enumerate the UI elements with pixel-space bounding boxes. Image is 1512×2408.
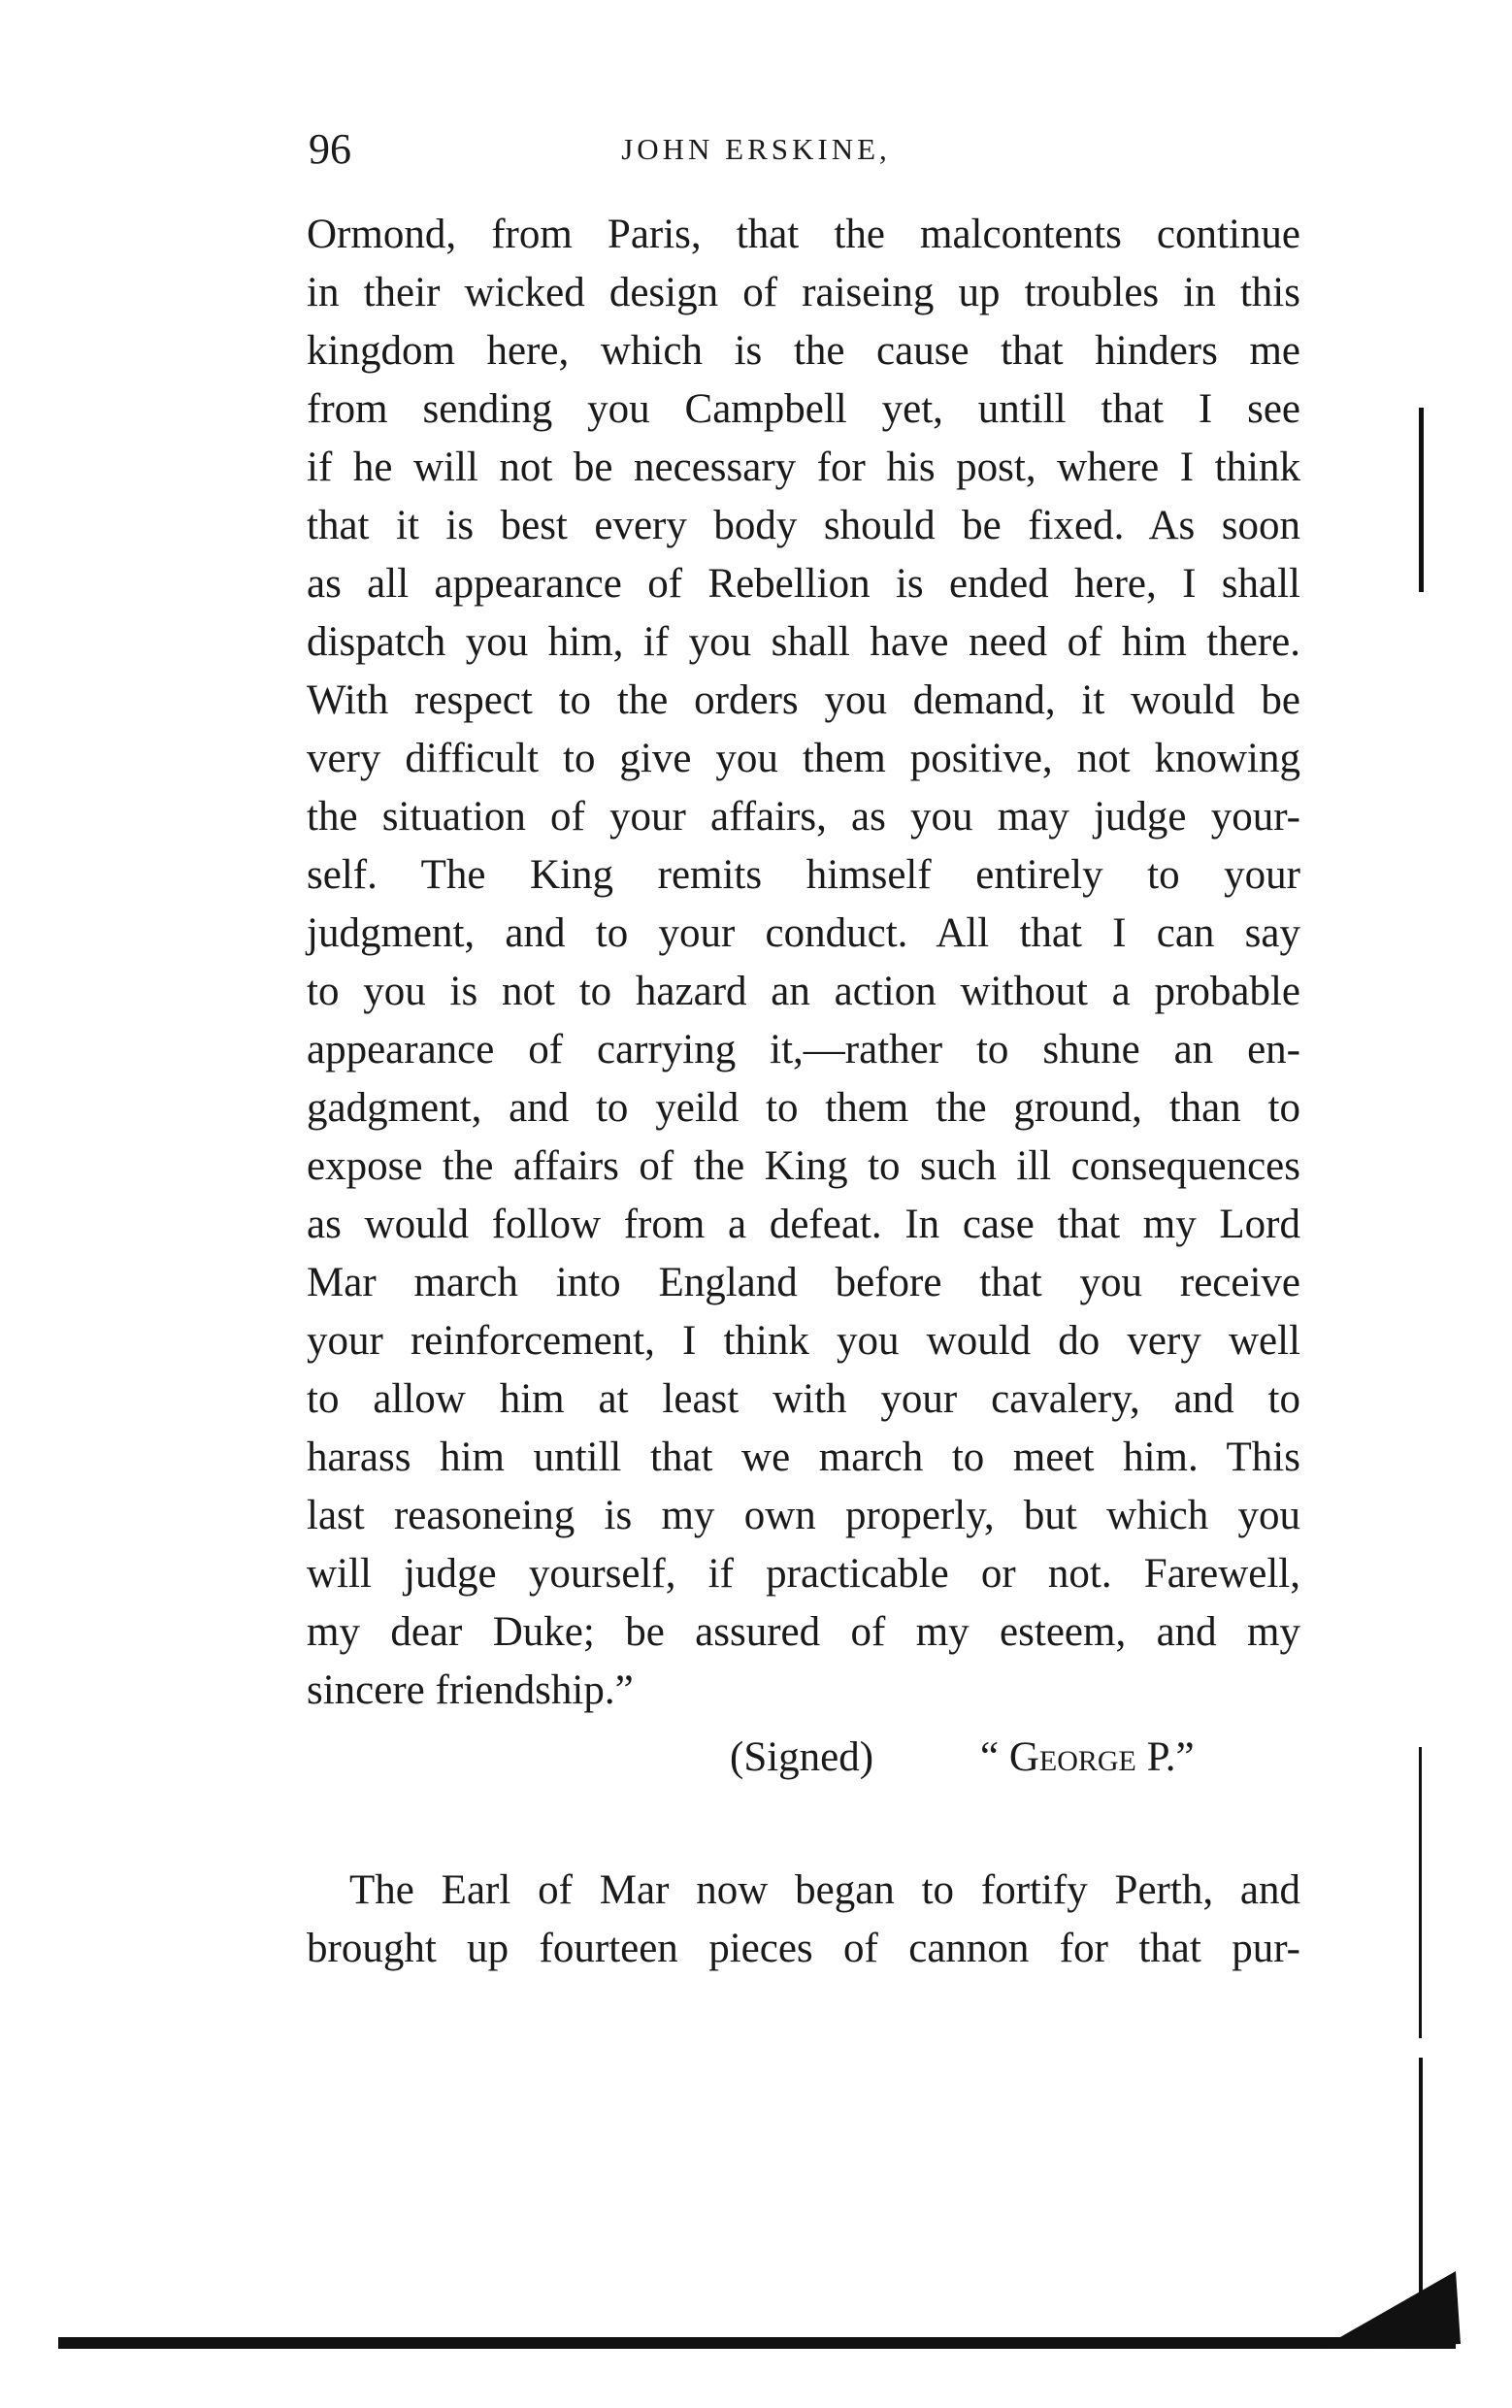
text-line: as would follow from a defeat. In case that my Lord: [307, 1202, 1300, 1247]
bottom-rule: [58, 2337, 1456, 2349]
text-line: The Earl of Mar now began to fortify Perth, and: [349, 1867, 1300, 1913]
text-line: sincere friendship.”: [307, 1667, 634, 1713]
text-line: dispatch you him, if you shall have need of him there.: [307, 619, 1300, 665]
text-line: very difficult to give you them positive, not knowing: [307, 736, 1300, 781]
shadow-wedge: [1320, 2271, 1461, 2349]
text-line: gadgment, and to yeild to them the ground, than to: [307, 1085, 1300, 1131]
page-number: 96: [309, 125, 351, 173]
scan-edge-shadow: [1320, 2252, 1465, 2359]
text-line: expose the affairs of the King to such ill consequences: [307, 1143, 1300, 1189]
text-line: the situation of your affairs, as you may judge your-: [307, 794, 1300, 840]
text-line: that it is best every body should be fixed. As soon: [307, 503, 1300, 548]
text-line: kingdom here, which is the cause that hinders me: [307, 328, 1300, 374]
text-line: Ormond, from Paris, that the malcontents continue: [307, 212, 1300, 257]
text-line: if he will not be necessary for his post, where I think: [307, 445, 1300, 490]
text-line: to you is not to hazard an action without a probable: [307, 969, 1300, 1014]
text-line: in their wicked design of raiseing up troubles in this: [307, 270, 1300, 315]
text-line: my dear Duke; be assured of my esteem, and my: [307, 1609, 1300, 1655]
text-line: from sending you Campbell yet, untill that I see: [307, 386, 1300, 432]
text-line: harass him untill that we march to meet him. This: [307, 1435, 1300, 1480]
text-line: Mar march into England before that you receive: [307, 1260, 1300, 1305]
text-line: With respect to the orders you demand, it would be: [307, 677, 1300, 723]
signature-block: [0, 1733, 1512, 1792]
signature-label: (Signed): [730, 1734, 874, 1780]
page-header: [0, 124, 1512, 182]
text-line: as all appearance of Rebellion is ended here, I shall: [307, 561, 1300, 607]
text-line: appearance of carrying it,—rather to shune an en-: [307, 1027, 1300, 1072]
text-line: your reinforcement, I think you would do very well: [307, 1318, 1300, 1364]
text-line: will judge yourself, if practicable or not. Farewell,: [307, 1551, 1300, 1597]
text-line: to allow him at least with your cavalery, and to: [307, 1376, 1300, 1422]
text-line: last reasoneing is my own properly, but which you: [307, 1493, 1300, 1538]
text-line: self. The King remits himself entirely to your: [307, 852, 1300, 898]
scan-mark: [1419, 408, 1424, 592]
running-head: JOHN ERSKINE,: [621, 132, 891, 166]
text-line: brought up fourteen pieces of cannon for that pur-: [307, 1926, 1300, 1971]
scan-mark: [1419, 1747, 1422, 2038]
text-line: judgment, and to your conduct. All that I can say: [307, 910, 1300, 956]
signature-name: “ George P.”: [980, 1734, 1195, 1780]
